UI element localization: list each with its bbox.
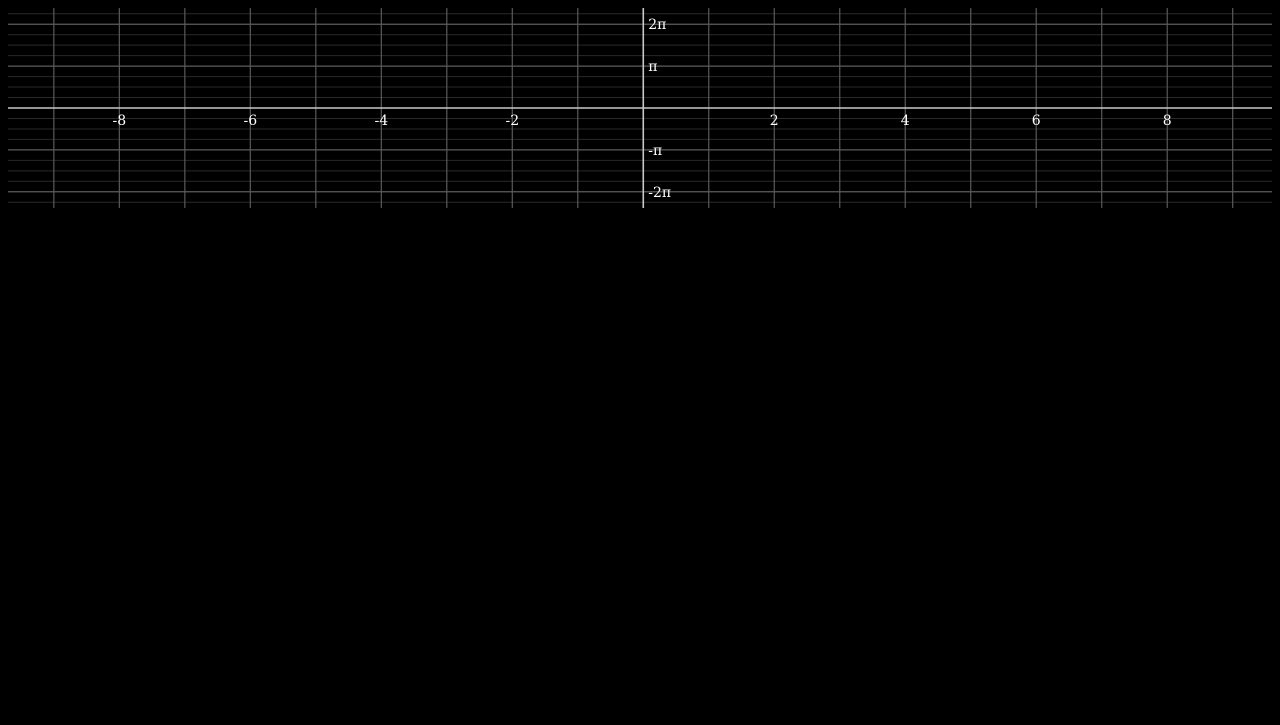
axes (8, 8, 1272, 208)
x-tick-label: 8 (1162, 113, 1172, 129)
y-tick-label: π (648, 59, 658, 76)
x-tick-label: -2 (505, 113, 520, 129)
y-tick-label: 2π (648, 17, 667, 34)
x-tick-labels (113, 113, 1172, 129)
y-tick-label: -2π (648, 184, 672, 201)
x-tick-label: -4 (374, 113, 389, 129)
x-tick-label: -6 (243, 113, 258, 129)
x-tick-label: -8 (112, 113, 127, 129)
y-tick-label: -π (648, 142, 663, 159)
x-tick-label: 6 (1031, 113, 1041, 129)
x-tick-label: 4 (900, 113, 910, 129)
x-tick-label: 2 (769, 113, 779, 129)
